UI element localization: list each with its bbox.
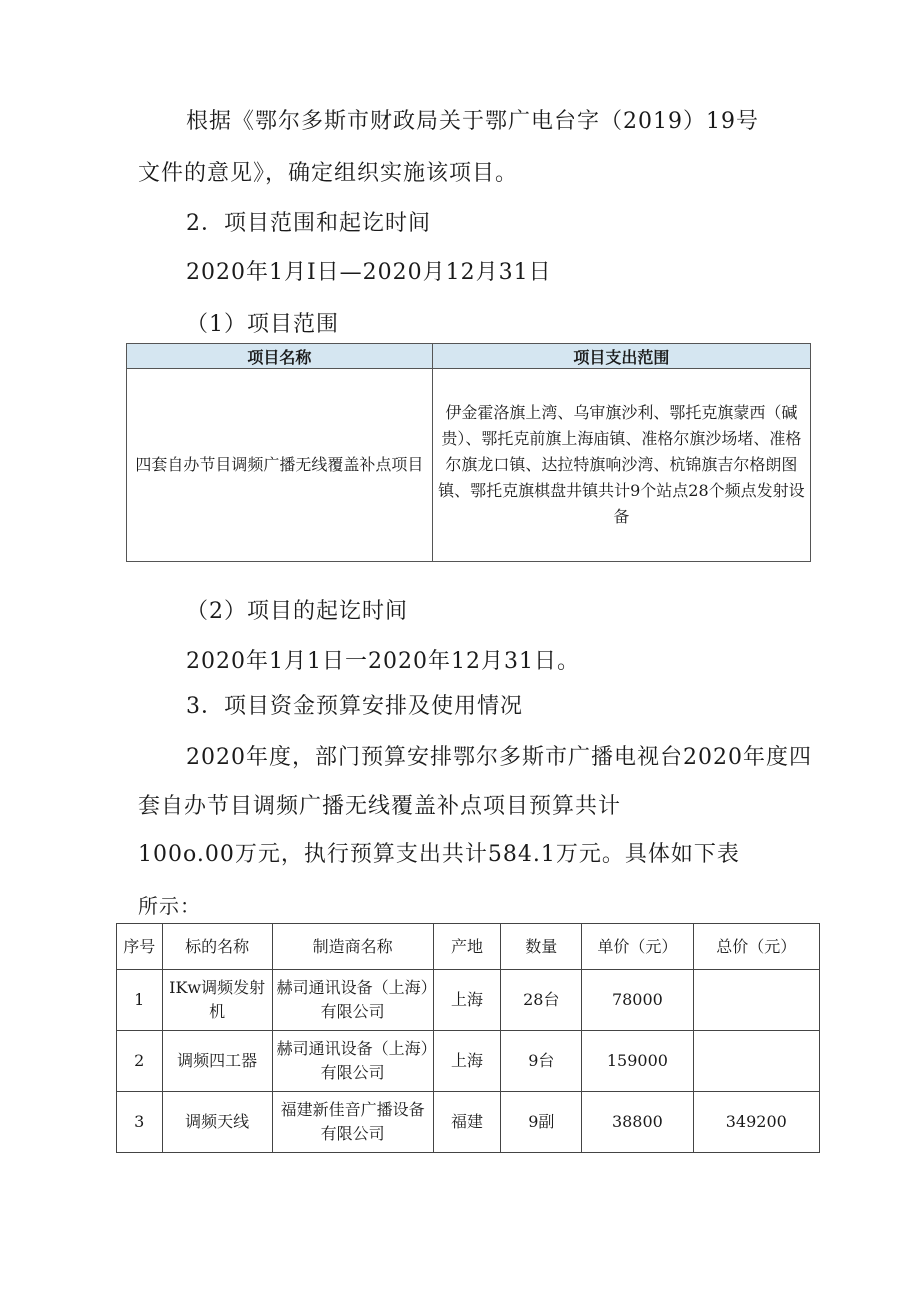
scope-header-name: 项目名称 bbox=[127, 344, 433, 369]
date-range-1: 2020年1月I日—2020月12月31日 bbox=[186, 260, 552, 285]
equip-cell-name: IKw调频发射机 bbox=[162, 970, 272, 1031]
equip-cell-unit-price: 38800 bbox=[582, 1092, 693, 1153]
equip-cell-unit-price: 159000 bbox=[582, 1031, 693, 1092]
equip-cell-maker: 赫司通讯设备（上海）有限公司 bbox=[272, 1031, 433, 1092]
equip-cell-name: 调频天线 bbox=[162, 1092, 272, 1153]
equip-cell-qty: 9副 bbox=[501, 1092, 582, 1153]
scope-project-range: 伊金霍洛旗上湾、乌审旗沙利、鄂托克旗蒙西（碱贵）、鄂托克前旗上海庙镇、准格尔旗沙场堵、准格尔旗龙口镇、达拉特旗响沙湾、杭锦旗吉尔格朗图镇、鄂托克旗棋盘井镇共计9个站点28个频点发射设备 bbox=[432, 369, 810, 562]
equip-header-maker: 制造商名称 bbox=[272, 924, 433, 970]
equip-cell-total-price bbox=[693, 1031, 819, 1092]
equip-header-name: 标的名称 bbox=[162, 924, 272, 970]
paragraph-3-line-4: 所示： bbox=[138, 894, 201, 918]
equip-cell-no: 1 bbox=[117, 970, 163, 1031]
equip-header-unit-price: 单价（元） bbox=[582, 924, 693, 970]
equip-cell-qty: 28台 bbox=[501, 970, 582, 1031]
equip-cell-qty: 9台 bbox=[501, 1031, 582, 1092]
section-heading-3: 3．项目资金预算安排及使用情况 bbox=[186, 694, 523, 719]
date-range-2: 2020年1月1日一2020年12月31日。 bbox=[186, 649, 580, 674]
equip-cell-name: 调频四工器 bbox=[162, 1031, 272, 1092]
paragraph-3-line-3: 100o.00万元，执行预算支出共计584.1万元。具体如下表 bbox=[138, 842, 740, 867]
paragraph-3-line-1: 2020年度，部门预算安排鄂尔多斯市广播电视台2020年度四 bbox=[186, 745, 812, 770]
scope-header-range: 项目支出范围 bbox=[432, 344, 810, 369]
equip-header-qty: 数量 bbox=[501, 924, 582, 970]
equip-cell-origin: 上海 bbox=[433, 970, 501, 1031]
scope-table-header-row bbox=[127, 344, 811, 369]
equip-cell-maker: 福建新佳音广播设备有限公司 bbox=[272, 1092, 433, 1153]
equip-cell-no: 2 bbox=[117, 1031, 163, 1092]
table-row bbox=[117, 970, 820, 1031]
equip-cell-origin: 上海 bbox=[433, 1031, 501, 1092]
equip-table-header-row bbox=[117, 924, 820, 970]
equip-cell-unit-price: 78000 bbox=[582, 970, 693, 1031]
scope-project-name: 四套自办节目调频广播无线覆盖补点项目 bbox=[127, 369, 433, 562]
subheading-project-scope: （1）项目范围 bbox=[186, 312, 339, 337]
equip-header-no: 序号 bbox=[117, 924, 163, 970]
section-heading-2: 2．项目范围和起讫时间 bbox=[186, 211, 431, 236]
paragraph-1-line-1: 根据《鄂尔多斯市财政局关于鄂广电台字（2019）19号 bbox=[186, 109, 759, 134]
equip-cell-no: 3 bbox=[117, 1092, 163, 1153]
table-row bbox=[117, 1031, 820, 1092]
equip-cell-total-price: 349200 bbox=[693, 1092, 819, 1153]
project-scope-table bbox=[126, 343, 811, 562]
equip-header-origin: 产地 bbox=[433, 924, 501, 970]
equip-cell-maker: 赫司通讯设备（上海）有限公司 bbox=[272, 970, 433, 1031]
paragraph-3-line-2: 套自办节目调频广播无线覆盖补点项目预算共计 bbox=[138, 794, 622, 819]
paragraph-1-line-2: 文件的意见》，确定组织实施该项目。 bbox=[138, 161, 519, 186]
equip-header-total-price: 总价（元） bbox=[693, 924, 819, 970]
equipment-table bbox=[116, 923, 820, 1153]
equip-cell-origin: 福建 bbox=[433, 1092, 501, 1153]
table-row bbox=[117, 1092, 820, 1153]
subheading-project-period: （2）项目的起讫时间 bbox=[186, 599, 408, 624]
equip-cell-total-price bbox=[693, 970, 819, 1031]
scope-table-row bbox=[127, 369, 811, 562]
